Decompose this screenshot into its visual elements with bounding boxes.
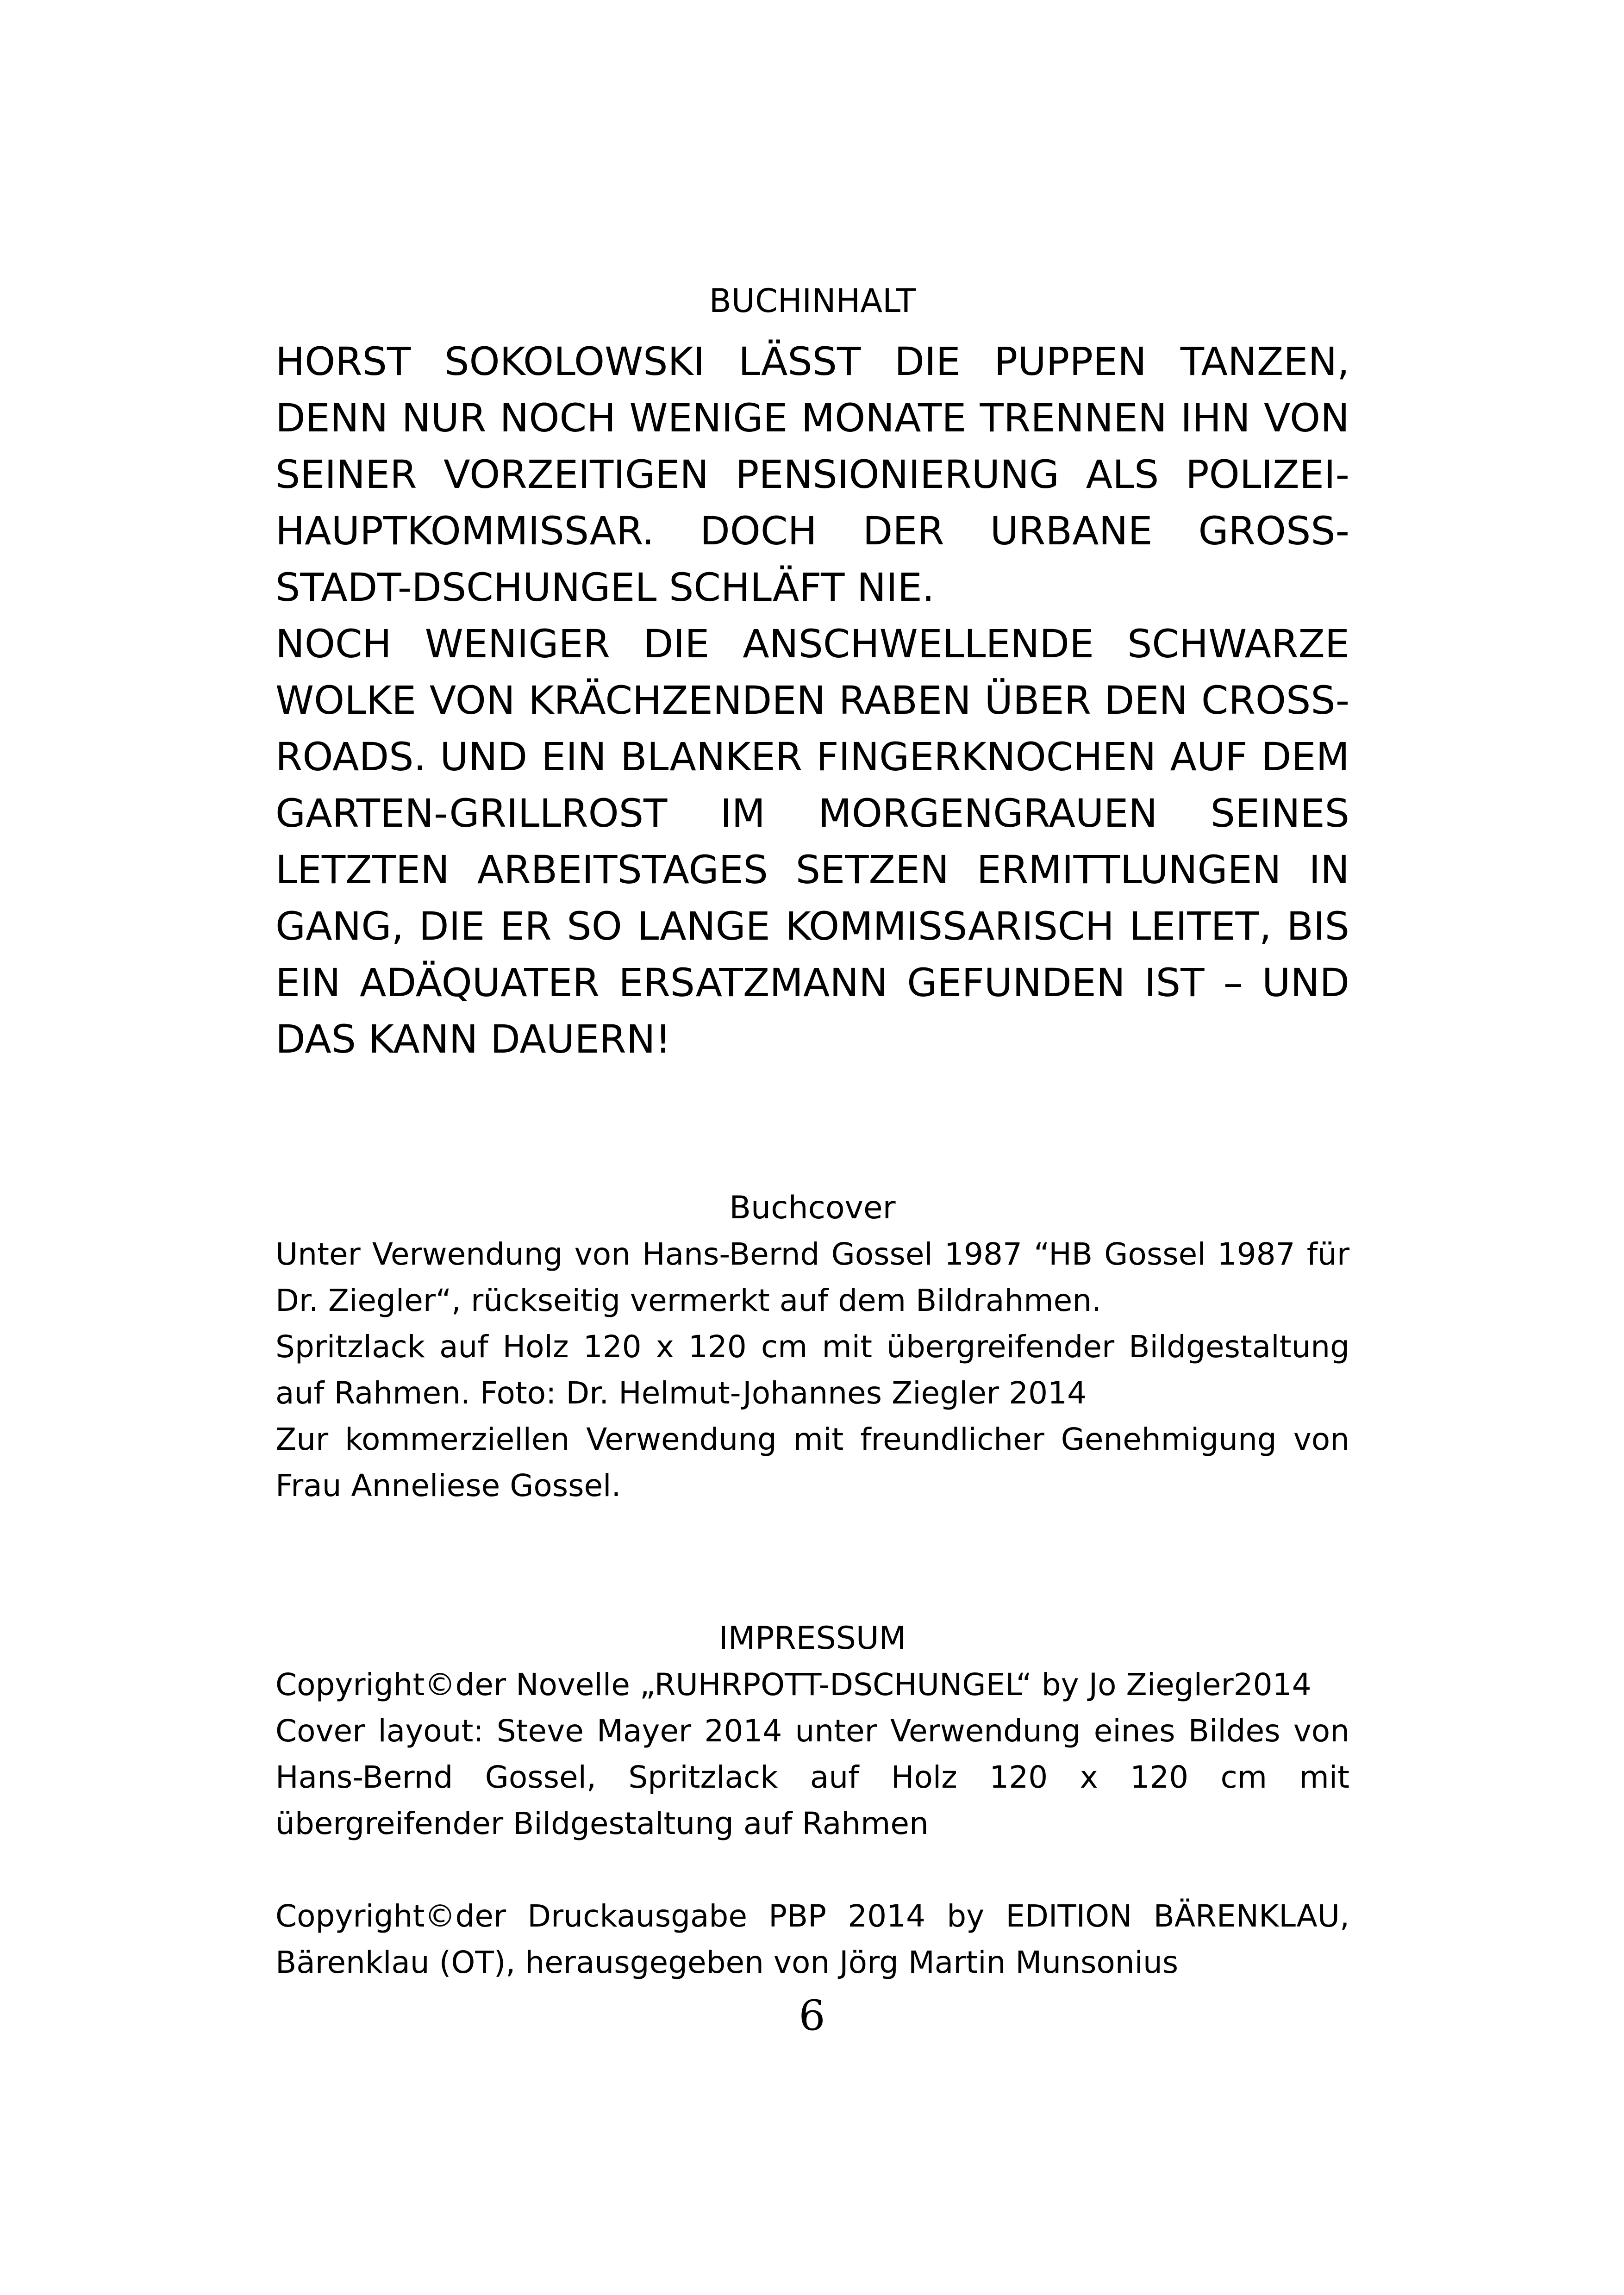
impressum-paragraph-2: Cover layout: Steve Mayer 2014 unter Verwendung eines Bildes von Hans-Bernd Gossel, Spritzlack auf Holz 120 x 120 cm mit übergreifender Bildgestaltung auf Rahmen (275, 1713, 1349, 1841)
impressum-heading: IMPRESSUM (718, 1620, 906, 1657)
buchinhalt-paragraph-1: HORST SOKOLOWSKI LÄSST DIE PUPPEN TANZEN, DENN NUR NOCH WENIGE MONATE TRENNEN IHN VON SEINER VORZEITIGEN PENSIONIERUNG ALS POLIZEI-HAUPTKOMMISSAR. DOCH DER URBANE GROSS-STADT-DSCHUNGEL SCHLÄFT NIE. (275, 339, 1349, 610)
impressum-section (275, 1615, 1349, 1986)
buchcover-section (275, 1185, 1349, 1509)
buchinhalt-heading: BUCHINHALT (709, 282, 916, 320)
buchcover-heading: Buchcover (729, 1190, 896, 1226)
impressum-druckausgabe: Copyright©der Druckausgabe PBP 2014 by EDITION BÄRENKLAU, Bärenklau (OT), herausgegeben von Jörg Martin Munsonius (275, 1898, 1349, 1980)
buchcover-paragraph-3: Zur kommerziellen Verwendung mit freundlicher Genehmigung von Frau Anneliese Gossel. (275, 1422, 1349, 1503)
page-number: 6 (799, 1991, 825, 2040)
buchinhalt-section (275, 278, 1349, 1067)
impressum-paragraph-1: Copyright©der Novelle „RUHRPOTT-DSCHUNGEL“ by Jo Ziegler2014 (275, 1667, 1312, 1703)
buchinhalt-paragraph-2: NOCH WENIGER DIE ANSCHWELLENDE SCHWARZE WOLKE VON KRÄCHZENDEN RABEN ÜBER DEN CROSS-ROADS. UND EIN BLANKER FINGERKNOCHEN AUF DEM GARTEN-GRILLROST IM MORGENGRAUEN SEINES LETZTEN ARBEITSTAGES SETZEN ERMITTLUNGEN IN GANG, DIE ER SO LANGE KOMMISSARISCH LEITET, BIS EIN ADÄQUATER ERSATZMANN GEFUNDEN IST – UND DAS KANN DAUERN! (275, 621, 1349, 1062)
buchcover-paragraph-1: Unter Verwendung von Hans-Bernd Gossel 1987 “HB Gossel 1987 für Dr. Ziegler“, rückseitig vermerkt auf dem Bildrahmen. (275, 1236, 1349, 1318)
buchcover-paragraph-2: Spritzlack auf Holz 120 x 120 cm mit übergreifender Bildgestaltung auf Rahmen. Foto: Dr. Helmut-Johannes Ziegler 2014 (275, 1329, 1349, 1411)
